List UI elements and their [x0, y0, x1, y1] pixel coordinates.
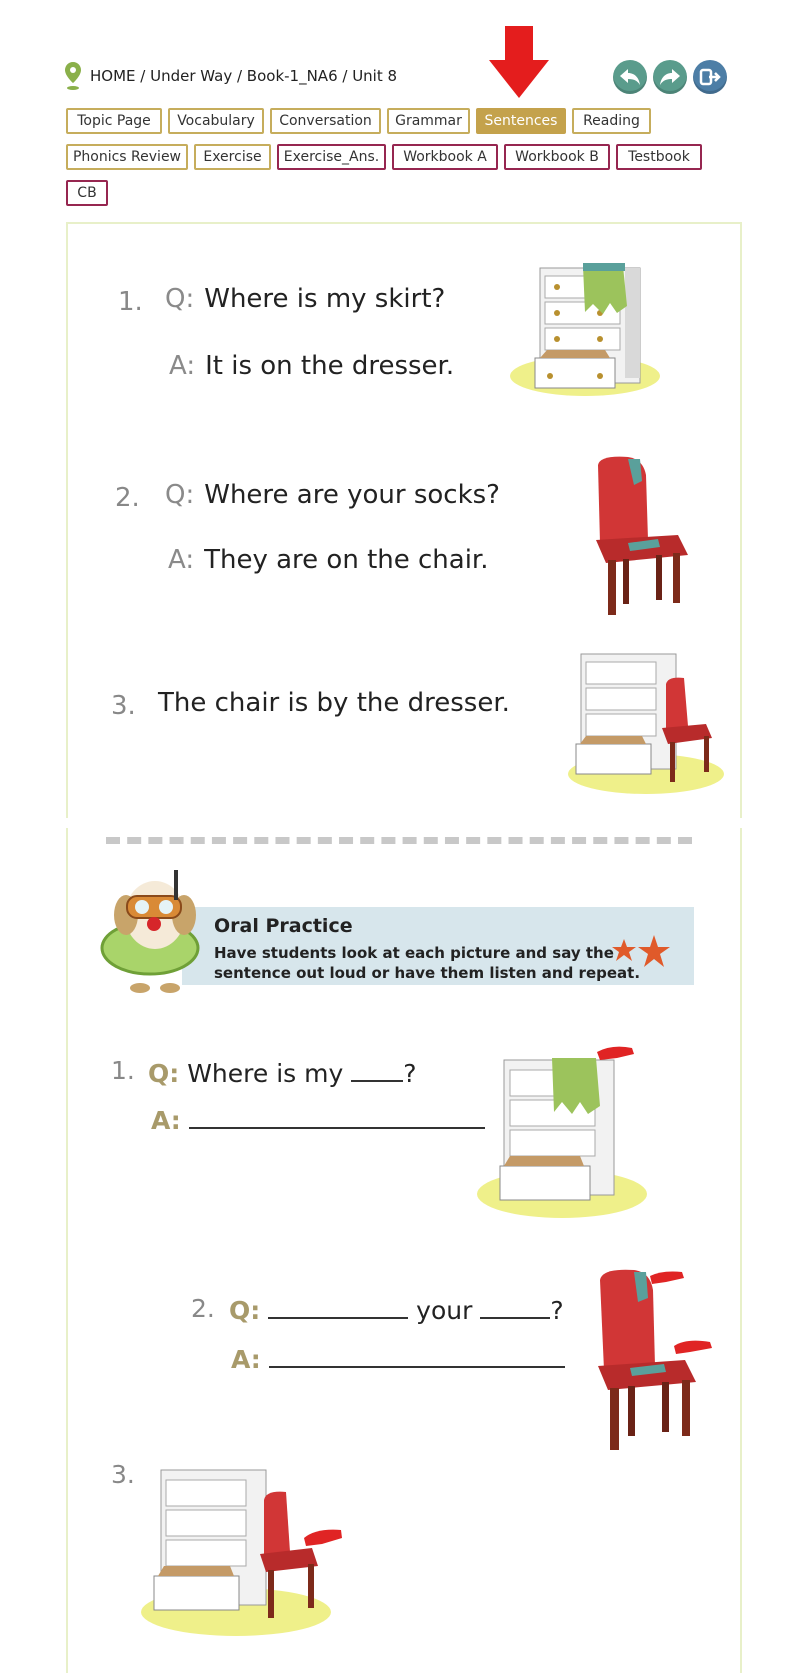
- a-label: A:: [231, 1345, 261, 1374]
- question-text: Where is my skirt?: [204, 284, 446, 314]
- tab-cb[interactable]: CB: [66, 180, 108, 206]
- a-label: A:: [169, 351, 196, 381]
- practice-2-question: [229, 1296, 564, 1325]
- instruction-line-2: sentence out loud or have them listen and repeat.: [214, 964, 641, 982]
- tab-sentences[interactable]: Sentences: [476, 108, 566, 134]
- practice-1-question: [148, 1059, 417, 1088]
- location-pin-icon: [64, 61, 82, 91]
- sentence-2-question: [165, 480, 500, 510]
- practice-2-number: 2.: [191, 1294, 215, 1323]
- starfish-icon: [612, 933, 672, 973]
- question-text: Where are your socks?: [204, 480, 500, 510]
- answer-text: They are on the chair.: [204, 545, 489, 575]
- breadcrumb-text[interactable]: HOME / Under Way / Book-1_NA6 / Unit 8: [90, 67, 398, 85]
- exit-button[interactable]: [693, 60, 727, 94]
- forward-icon: [659, 67, 681, 87]
- back-button[interactable]: [613, 60, 647, 94]
- q-label: Q:: [165, 480, 195, 510]
- answer-blank[interactable]: [351, 1060, 403, 1082]
- exit-icon: [699, 67, 721, 87]
- oral-practice-banner: [182, 907, 694, 985]
- tab-reading[interactable]: Reading: [572, 108, 651, 134]
- sentence-1-number: 1.: [118, 287, 143, 317]
- practice-3-number: 3.: [111, 1460, 135, 1489]
- breadcrumb: [64, 60, 397, 92]
- dresser-and-chair-pointer-image: [136, 1460, 356, 1640]
- sentence-2-answer: [168, 545, 489, 575]
- answer-blank[interactable]: [268, 1297, 408, 1319]
- tab-grammar[interactable]: Grammar: [387, 108, 470, 134]
- practice-2-answer: [231, 1345, 565, 1374]
- a-label: A:: [168, 545, 195, 575]
- q-label: Q:: [165, 284, 195, 314]
- answer-text: It is on the dresser.: [205, 351, 455, 381]
- oral-practice-title: Oral Practice: [214, 915, 353, 937]
- question-mark: ?: [403, 1059, 417, 1088]
- sentence-1-question: [165, 284, 445, 314]
- sentence-1-answer: [169, 351, 454, 381]
- a-label: A:: [151, 1106, 181, 1135]
- dresser-with-skirt-image: [505, 258, 660, 403]
- tab-workbook-a[interactable]: Workbook A: [392, 144, 498, 170]
- question-text: Where is my: [187, 1059, 344, 1088]
- sentence-3-number: 3.: [111, 691, 136, 721]
- sentence-2-number: 2.: [115, 483, 140, 513]
- tab-workbook-b[interactable]: Workbook B: [504, 144, 610, 170]
- chair-with-socks-image: [588, 455, 693, 617]
- tab-testbook[interactable]: Testbook: [616, 144, 702, 170]
- chair-with-socks-pointer-image: [590, 1268, 720, 1453]
- dog-mascot-image: [100, 860, 205, 1000]
- back-icon: [619, 67, 641, 87]
- forward-button[interactable]: [653, 60, 687, 94]
- tab-conversation[interactable]: Conversation: [270, 108, 381, 134]
- practice-1-number: 1.: [111, 1056, 135, 1085]
- arrow-down-icon: [489, 26, 549, 100]
- sentence-3-text: The chair is by the dresser.: [158, 688, 510, 718]
- tab-phonics-review[interactable]: Phonics Review: [66, 144, 188, 170]
- answer-blank[interactable]: [480, 1297, 550, 1319]
- q-label: Q:: [229, 1296, 261, 1325]
- oral-practice-instructions: [214, 943, 640, 983]
- instruction-line-1: Have students look at each picture and say the: [214, 944, 614, 962]
- dresser-with-skirt-pointer-image: [472, 1044, 647, 1222]
- question-mark: ?: [550, 1296, 564, 1325]
- panel-divider-gap: [60, 818, 750, 828]
- practice-1-answer: [151, 1106, 485, 1135]
- dresser-and-chair-image: [566, 646, 736, 798]
- question-text: your: [416, 1296, 473, 1325]
- answer-line[interactable]: [269, 1346, 565, 1368]
- tab-topic-page[interactable]: Topic Page: [66, 108, 162, 134]
- q-label: Q:: [148, 1059, 180, 1088]
- answer-line[interactable]: [189, 1107, 485, 1129]
- section-divider: [106, 837, 692, 844]
- tab-vocabulary[interactable]: Vocabulary: [168, 108, 264, 134]
- tab-exercise-ans[interactable]: Exercise_Ans.: [277, 144, 386, 170]
- tab-exercise[interactable]: Exercise: [194, 144, 271, 170]
